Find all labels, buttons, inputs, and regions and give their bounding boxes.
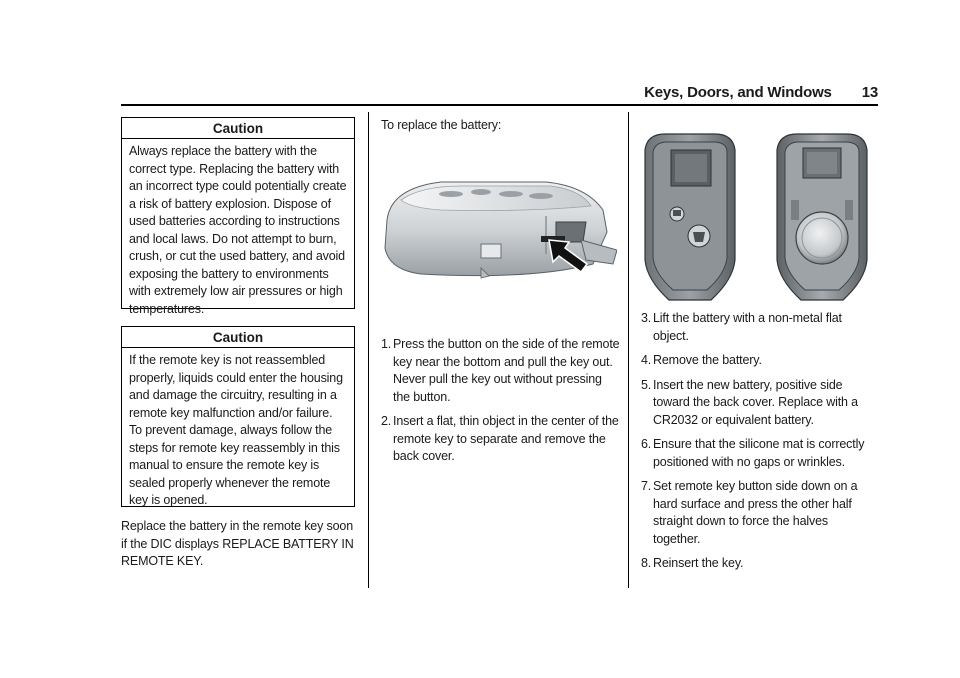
caution-text: Always replace the battery with the correct type. Replacing the battery with an incorrect type could potentially create a risk of battery explosion. Dispose of used batteries according to instructions and local laws. Do not attempt to burn, crush, or cut the used battery, and avoid exposing the battery to environments with extremely low air pressures or high temperatures. (129, 144, 347, 316)
step-item (381, 336, 621, 406)
page-header (121, 84, 878, 104)
step-number: 5. (641, 377, 652, 392)
column-divider-left (368, 112, 369, 588)
step-item (641, 555, 877, 573)
caution-title: Caution (122, 118, 354, 139)
step-number: 6. (641, 437, 652, 451)
section-title: Keys, Doors, and Windows (644, 84, 832, 101)
step-text: Remove the battery. (653, 353, 762, 367)
step-number: 2. (381, 414, 392, 428)
step-item (641, 310, 877, 345)
step-item (641, 352, 877, 370)
step-number: 4. (641, 353, 652, 367)
step-text: Set remote key button side down on a hard surface and press the other half straight down to force the halves together. (653, 479, 858, 546)
step-text: Lift the battery with a non-metal flat object. (653, 311, 842, 343)
remote-key-open-illustration (641, 130, 873, 305)
remote-key-side-illustration (381, 160, 617, 310)
intro-text: To replace the battery: (381, 118, 502, 132)
step-item (641, 377, 877, 430)
header-rule (121, 104, 878, 106)
steps-list-middle (381, 336, 621, 473)
step-number: 1. (381, 337, 392, 351)
step-item (641, 436, 877, 471)
step-number: 7. (641, 479, 652, 493)
replace-battery-note: Replace the battery in the remote key soon if the DIC displays REPLACE BATTERY IN REMOTE KEY. (121, 519, 354, 568)
step-number: 3. (641, 311, 652, 325)
caution-title: Caution (122, 327, 354, 348)
caution-text: If the remote key is not reassembled properly, liquids could enter the housing and damage the circuitry, resulting in a remote key malfunction and/or failure. To prevent damage, always follow the steps for remote key reassembly in this manual to ensure the remote key is sealed properly whenever the remote key is opened. (129, 353, 343, 507)
step-number: 8. (641, 556, 652, 570)
step-text: Ensure that the silicone mat is correctly positioned with no gaps or wrinkles. (653, 437, 865, 469)
step-item (381, 413, 621, 466)
steps-list-right (641, 310, 877, 580)
step-text: Press the button on the side of the remote key near the bottom and pull the key out. Never pull the key out without pressing the button. (393, 337, 620, 404)
column-divider-right (628, 112, 629, 588)
page-number: 13 (861, 84, 878, 101)
step-text: Reinsert the key. (653, 556, 744, 570)
step-item (641, 478, 877, 548)
caution-box-battery-type (121, 117, 355, 316)
step-text: Insert the new battery, positive side toward the back cover. Replace with a CR2032 or equivalent battery. (653, 377, 858, 427)
step-text: Insert a flat, thin object in the center of the remote key to separate and remove the back cover. (393, 414, 619, 463)
caution-box-reassembly (121, 326, 355, 507)
